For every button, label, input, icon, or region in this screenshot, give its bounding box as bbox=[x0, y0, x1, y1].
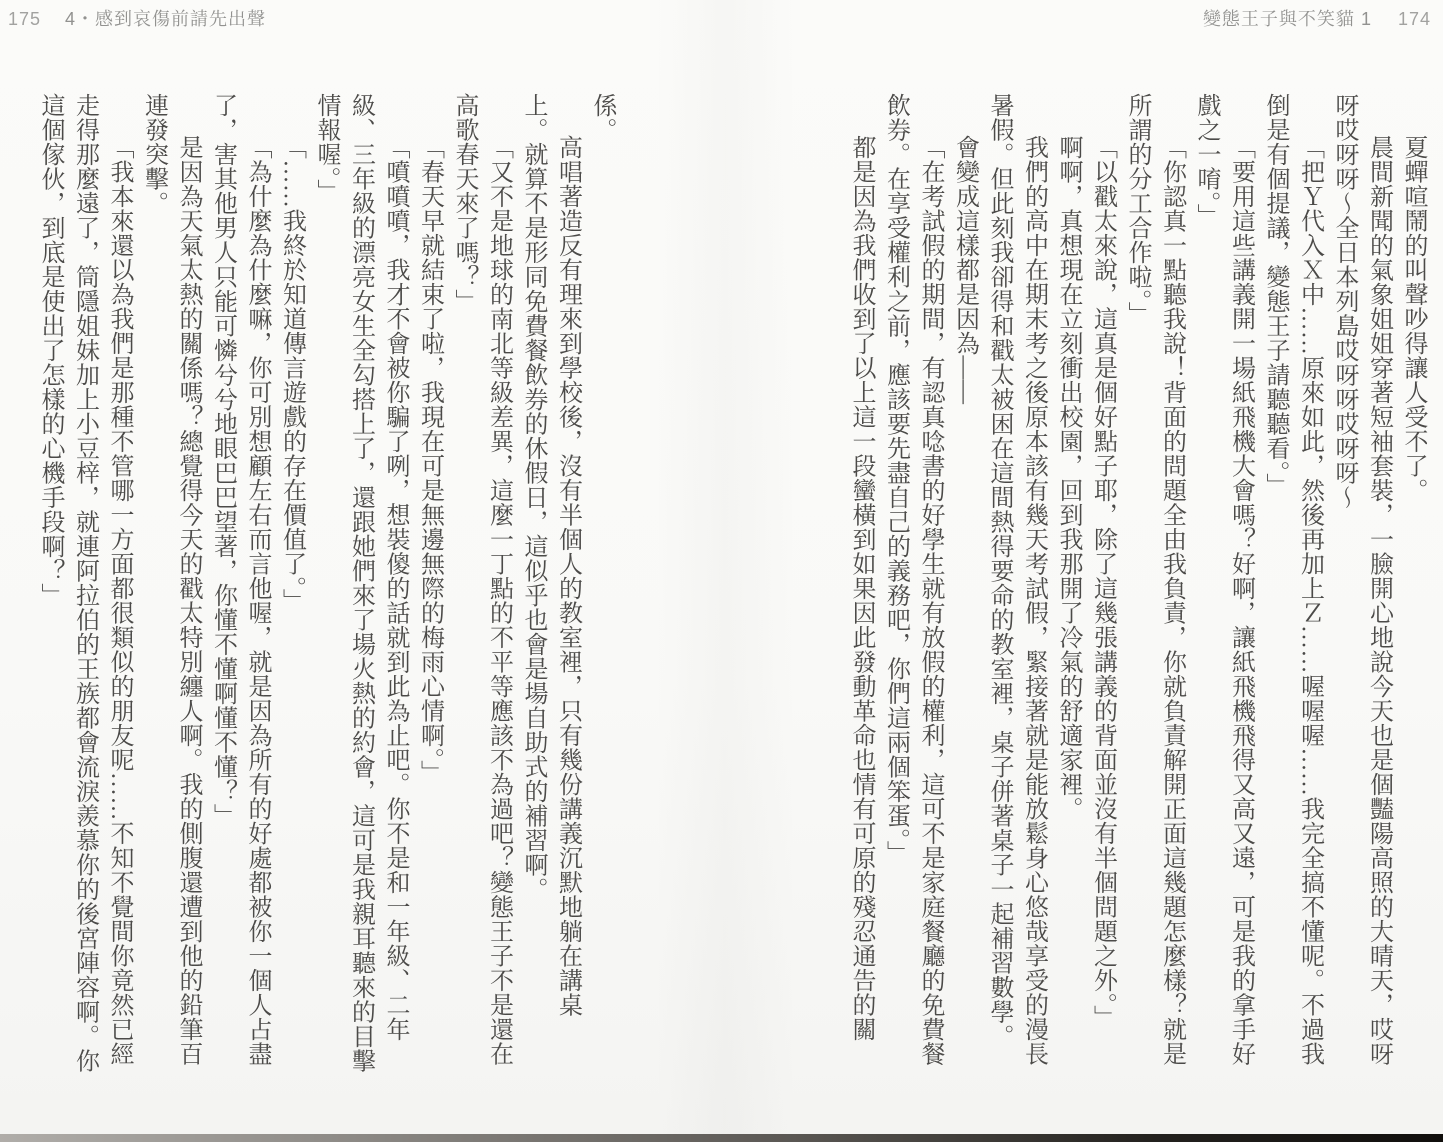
text-column: 都是因為我們收到了以上這一段蠻橫到如果因此發動革命也情有可原的殘忍通告的關 bbox=[848, 135, 874, 1042]
text-column: 情報喔。」 bbox=[313, 93, 339, 204]
right-page-header bbox=[1203, 7, 1431, 31]
text-column: 高唱著造反有理來到學校後，沒有半個人的教室裡，只有幾份講義沉默地躺在講桌 bbox=[554, 135, 581, 1017]
text-column: 上。就算不是形同免費餐飲券的休假日，這似乎也會是場自助式的補習啊。 bbox=[520, 93, 546, 902]
text-column: 呀哎呀呀～全日本列島哎呀呀哎呀呀～ bbox=[1331, 93, 1357, 510]
text-column: 晨間新聞的氣象姐姐穿著短袖套裝，一臉開心地說今天也是個豔陽高照的大晴天，哎呀 bbox=[1365, 135, 1392, 1066]
text-column: 「以戳太來說，這真是個好點子耶，除了這幾張講義的背面並沒有半個問題之外。」 bbox=[1089, 135, 1116, 1030]
left-page-header bbox=[8, 7, 266, 31]
text-column: 高歌春天來了嗎？」 bbox=[451, 93, 477, 314]
text-column: 是因為天氣太熱的關係嗎？總覺得今天的戳太特別纏人啊。我的側腹還遭到他的鉛筆百 bbox=[175, 135, 201, 1066]
page-number-right: 174 bbox=[1397, 9, 1431, 29]
book-title: 變態王子與不笑貓 1 bbox=[1202, 9, 1372, 29]
text-column: 會變成這樣都是因為—— bbox=[951, 135, 978, 405]
text-column: 暑假。但此刻我卻得和戳太被困在這間熱得要命的教室裡，桌子併著桌子一起補習數學。 bbox=[986, 93, 1012, 1049]
text-column: 這個傢伙，到底是使出了怎樣的心機手段啊？」 bbox=[37, 93, 63, 608]
text-column: 「春天早就結束了啦，我現在可是無邊無際的梅雨心情啊。」 bbox=[416, 135, 443, 785]
text-column: 「在考試假的期間，有認真唸書的好學生就有放假的權利，這可不是家庭餐廳的免費餐 bbox=[917, 135, 943, 1066]
text-column: 「要用這些講義開一場紙飛機大會嗎？好啊，讓紙飛機飛得又高又遠，可是我的拿手好 bbox=[1227, 135, 1254, 1066]
text-column: 「你認真一點聽我說！背面的問題全由我負責，你就負責解開正面這幾題怎麼樣？就是 bbox=[1158, 135, 1185, 1066]
text-column: 「我本來還以為我們是那種不管哪一方面都很類似的朋友呢……不知不覺間你竟然已經 bbox=[106, 135, 132, 1066]
text-column: 夏蟬喧鬧的叫聲吵得讓人受不了。 bbox=[1400, 135, 1426, 503]
text-column: 所謂的分工合作啦。」 bbox=[1124, 93, 1150, 326]
text-column: 倒是有個提議，變態王子請聽聽看。」 bbox=[1262, 93, 1288, 498]
page-gutter bbox=[655, 0, 795, 1142]
text-column: 級、三年級的漂亮女生全勾搭上了，還跟她們來了場火熱的約會，這可是我親耳聽來的目擊 bbox=[347, 93, 374, 1073]
text-column: 了，害其他男人只能可憐兮兮地眼巴巴望著，你懂不懂啊懂不懂？」 bbox=[209, 93, 236, 828]
text-column: 飲券。在享受權利之前，應該要先盡自己的義務吧，你們這兩個笨蛋。」 bbox=[882, 93, 909, 865]
page-number-left: 175 bbox=[8, 9, 42, 29]
text-column: 係。 bbox=[589, 93, 615, 142]
left-page-text bbox=[33, 93, 620, 1085]
text-column: 連發突擊。 bbox=[140, 93, 167, 216]
text-column: 啊啊，真想現在立刻衝出校園，回到我那開了冷氣的舒適家裡。 bbox=[1055, 135, 1081, 821]
text-column: 「又不是地球的南北等級差異，這麼一丁點的不平等應該不為過吧？變態王子不是還在 bbox=[485, 135, 512, 1066]
text-column: 戲之一唷。」 bbox=[1193, 93, 1219, 228]
text-column: 「把Ｙ代入Ｘ中……原來如此，然後再加上Ｚ……喔喔喔……我完全搞不懂呢。不過我 bbox=[1296, 135, 1323, 1066]
text-column: 走得那麼遠了，筒隱姐妹加上小豆梓，就連阿拉伯的王族都會流淚羨慕你的後宮陣容啊。你 bbox=[71, 93, 98, 1073]
chapter-title: 4・感到哀傷前請先出聲 bbox=[65, 9, 267, 29]
right-page-text bbox=[844, 93, 1431, 1085]
text-column: 我們的高中在期末考之後原本該有幾天考試假，緊接著就是能放鬆身心悠哉享受的漫長 bbox=[1020, 135, 1047, 1066]
text-column: 「……我終於知道傳言遊戲的存在價值了。」 bbox=[278, 135, 305, 613]
text-column: 「噴噴噴，我才不會被你騙了咧，想裝傻的話就到此為止吧。你不是和一年級、二年 bbox=[382, 135, 408, 1042]
text-column: 「為什麼為什麼嘛，你可別想顧左右而言他喔，就是因為所有的好處都被你一個人占盡 bbox=[244, 135, 270, 1066]
scan-bottom-edge bbox=[0, 1134, 1443, 1142]
